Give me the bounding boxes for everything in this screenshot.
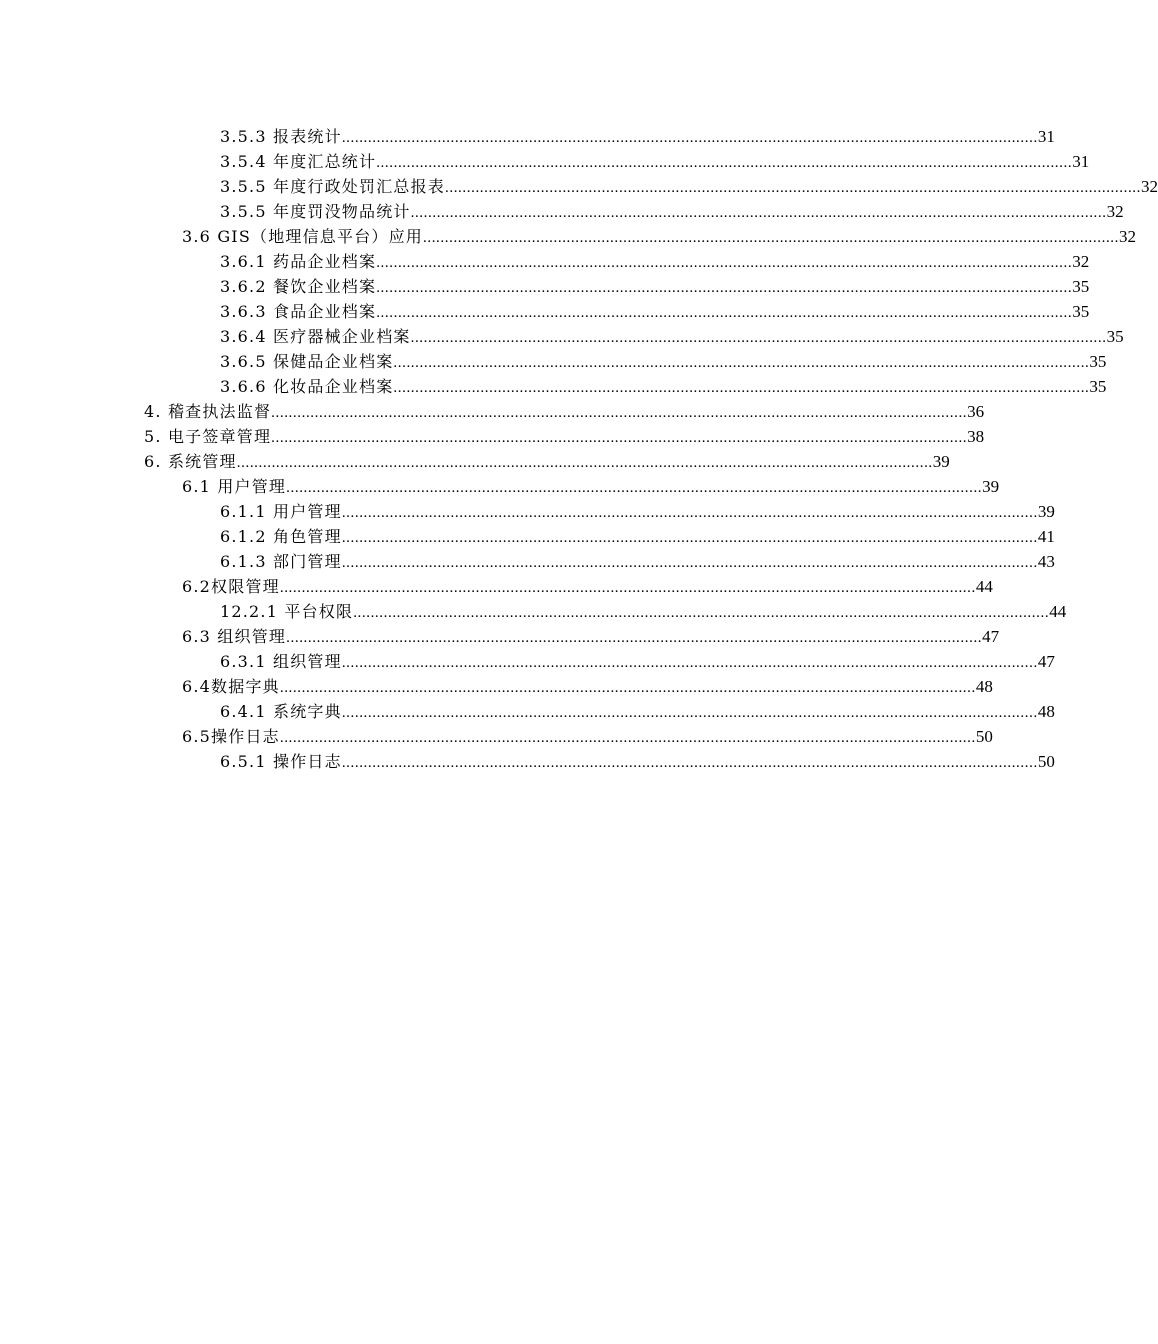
toc-entry[interactable] — [220, 499, 1055, 524]
toc-page-number: 44 — [975, 577, 993, 596]
toc-entry-label: 6.1 用户管理 — [182, 477, 287, 496]
toc-page-number: 32 — [1141, 177, 1158, 196]
toc-entry-label: 6.1.2 角色管理 — [220, 527, 342, 546]
toc-dot-leader: ................................................................................................................................................................ — [341, 530, 1038, 546]
toc-entry[interactable] — [220, 174, 1158, 199]
toc-entry-label: 6.3 组织管理 — [182, 627, 287, 646]
toc-dot-leader: ................................................................................................................................................................ — [279, 580, 976, 596]
toc-page-number: 43 — [1037, 552, 1055, 571]
toc-entry-label: 4. 稽查执法监督 — [144, 402, 272, 421]
toc-entry-label: 6.3.1 组织管理 — [220, 652, 342, 671]
toc-entry-label: 6. 系统管理 — [144, 452, 237, 471]
toc-entry-label: 6.5操作日志 — [182, 727, 280, 746]
toc-entry[interactable] — [182, 574, 993, 599]
toc-entry[interactable] — [220, 649, 1055, 674]
toc-page-number: 35 — [1072, 302, 1090, 321]
toc-entry-label: 12.2.1 平台权限 — [220, 602, 354, 621]
toc-dot-leader: ................................................................................................................................................................ — [353, 605, 1050, 621]
toc-entry[interactable] — [220, 324, 1124, 349]
toc-dot-leader: ................................................................................................................................................................ — [236, 455, 933, 471]
toc-dot-leader: ................................................................................................................................................................ — [286, 480, 983, 496]
toc-dot-leader: ................................................................................................................................................................ — [376, 255, 1073, 271]
toc-entry-label: 3.5.4 年度汇总统计 — [220, 152, 377, 171]
toc-page-number: 31 — [1037, 127, 1055, 146]
toc-entry[interactable] — [144, 399, 985, 424]
toc-dot-leader: ................................................................................................................................................................ — [341, 655, 1038, 671]
toc-page-number: 41 — [1037, 527, 1055, 546]
toc-entry[interactable] — [182, 624, 1000, 649]
toc-entry-label: 6.4数据字典 — [182, 677, 280, 696]
toc-entry[interactable] — [220, 199, 1124, 224]
toc-page-number: 36 — [967, 402, 985, 421]
toc-page-number: 35 — [1089, 377, 1107, 396]
toc-page-number: 47 — [1037, 652, 1055, 671]
toc-dot-leader: ................................................................................................................................................................ — [376, 155, 1073, 171]
toc-page-number: 44 — [1049, 602, 1067, 621]
toc-dot-leader: ................................................................................................................................................................ — [341, 130, 1038, 146]
toc-entry-label: 3.6.3 食品企业档案 — [220, 302, 377, 321]
toc-dot-leader: ................................................................................................................................................................ — [393, 355, 1090, 371]
toc-page-number: 32 — [1119, 227, 1136, 246]
toc-dot-leader: ................................................................................................................................................................ — [341, 755, 1038, 771]
toc-entry-label: 6.1.3 部门管理 — [220, 552, 342, 571]
toc-entry-label: 5. 电子签章管理 — [144, 427, 272, 446]
toc-entry[interactable] — [220, 749, 1055, 774]
toc-entry-label: 3.6 GIS（地理信息平台）应用 — [182, 227, 423, 246]
toc-entry-label: 3.6.4 医疗器械企业档案 — [220, 327, 411, 346]
toc-dot-leader: ................................................................................................................................................................ — [376, 305, 1073, 321]
toc-entry[interactable] — [220, 349, 1107, 374]
toc-page-number: 35 — [1106, 327, 1124, 346]
toc-entry-label: 3.6.5 保健品企业档案 — [220, 352, 394, 371]
toc-entry[interactable] — [220, 524, 1055, 549]
toc-entry-label: 6.2权限管理 — [182, 577, 280, 596]
toc-page-number: 50 — [975, 727, 993, 746]
toc-page-number: 35 — [1089, 352, 1107, 371]
toc-entry[interactable] — [220, 149, 1090, 174]
toc-entry[interactable] — [144, 449, 950, 474]
toc-entry-label: 6.4.1 系统字典 — [220, 702, 342, 721]
toc-entry-label: 3.5.3 报表统计 — [220, 127, 342, 146]
toc-entry[interactable] — [220, 374, 1107, 399]
toc-entry[interactable] — [182, 474, 1000, 499]
toc-dot-leader: ................................................................................................................................................................ — [423, 230, 1119, 246]
toc-page-number: 39 — [982, 477, 1000, 496]
toc-entry-label: 3.6.2 餐饮企业档案 — [220, 277, 377, 296]
toc-page-number: 35 — [1072, 277, 1090, 296]
toc-entry[interactable] — [182, 674, 993, 699]
toc-entry[interactable] — [220, 249, 1090, 274]
toc-dot-leader: ................................................................................................................................................................ — [279, 680, 976, 696]
toc-page-number: 48 — [1037, 702, 1055, 721]
toc-dot-leader: ................................................................................................................................................................ — [410, 330, 1107, 346]
toc-page-number: 31 — [1072, 152, 1090, 171]
toc-entry-label: 3.5.5 年度行政处罚汇总报表 — [220, 177, 445, 196]
toc-dot-leader: ................................................................................................................................................................ — [341, 705, 1038, 721]
toc-entry[interactable] — [182, 224, 1136, 249]
toc-dot-leader: ................................................................................................................................................................ — [376, 280, 1073, 296]
toc-entry-label: 6.1.1 用户管理 — [220, 502, 342, 521]
toc-dot-leader: ................................................................................................................................................................ — [341, 555, 1038, 571]
toc-entry-label: 3.6.1 药品企业档案 — [220, 252, 377, 271]
toc-entry[interactable] — [220, 274, 1090, 299]
toc-entry[interactable] — [220, 599, 1067, 624]
toc-entry[interactable] — [220, 699, 1055, 724]
toc-page-number: 39 — [1037, 502, 1055, 521]
toc-entry[interactable] — [144, 424, 985, 449]
toc-page-number: 32 — [1072, 252, 1090, 271]
toc-dot-leader: ................................................................................................................................................................ — [410, 205, 1107, 221]
toc-page-number: 38 — [967, 427, 985, 446]
toc-entry-label: 3.6.6 化妆品企业档案 — [220, 377, 394, 396]
toc-entry[interactable] — [220, 549, 1055, 574]
toc-dot-leader: ................................................................................................................................................................ — [393, 380, 1090, 396]
toc-entry[interactable] — [220, 124, 1055, 149]
toc-entry-label: 6.5.1 操作日志 — [220, 752, 342, 771]
toc-dot-leader: ................................................................................................................................................................ — [271, 405, 968, 421]
toc-page-number: 39 — [932, 452, 950, 471]
toc-page-number: 32 — [1106, 202, 1124, 221]
toc-dot-leader: ................................................................................................................................................................ — [341, 505, 1038, 521]
toc-entry-label: 3.5.5 年度罚没物品统计 — [220, 202, 411, 221]
toc-dot-leader: ................................................................................................................................................................ — [445, 180, 1141, 196]
toc-dot-leader: ................................................................................................................................................................ — [279, 730, 976, 746]
toc-dot-leader: ................................................................................................................................................................ — [271, 430, 968, 446]
toc-page-number: 50 — [1037, 752, 1055, 771]
toc-page-number: 47 — [982, 627, 1000, 646]
toc-entry[interactable] — [220, 299, 1090, 324]
toc-page-number: 48 — [975, 677, 993, 696]
toc-entry[interactable] — [182, 724, 993, 749]
toc-dot-leader: ................................................................................................................................................................ — [286, 630, 983, 646]
